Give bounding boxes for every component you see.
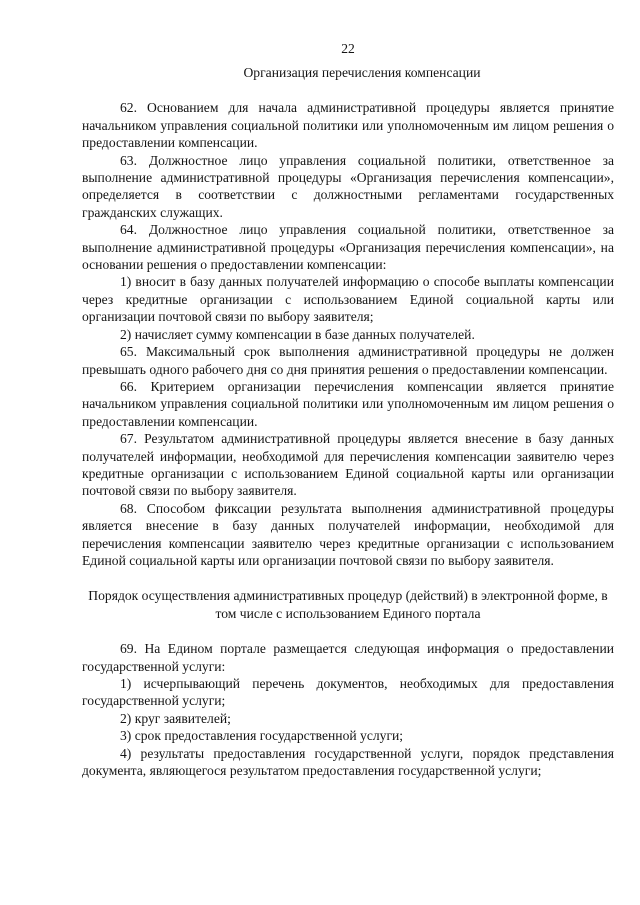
paragraph-65: 65. Максимальный срок выполнения административной процедуры не должен превышать одного рабочего дня со дня принятия решения о предоставлении компенсации.: [82, 344, 614, 377]
paragraph-69: 69. На Едином портале размещается следующая информация о предоставлении государственной услуги:: [82, 641, 614, 674]
paragraph-63: 63. Должностное лицо управления социальной политики, ответственное за выполнение административной процедуры «Организация перечисления компенсации», определяется в соответствии с должностными регламентами государственных гражданских служащих.: [82, 152, 614, 220]
document-body: [82, 64, 614, 779]
paragraph-69-item-3: 3) срок предоставления государственной услуги;: [120, 728, 404, 744]
paragraph-64: 64. Должностное лицо управления социальной политики, ответственное за выполнение административной процедуры «Организация перечисления компенсации», на основании решения о предоставлении компенсации:: [82, 222, 614, 273]
paragraph-69-item-2: 2) круг заявителей;: [120, 710, 231, 726]
paragraph-69-item-4: 4) результаты предоставления государственной услуги, порядок представления документа, являющегося результатом предоставления государственной услуги;: [82, 745, 614, 779]
section-heading-electronic-procedures: Порядок осуществления административных процедур (действий) в электронной форме, в том числе с использованием Единого портала: [88, 588, 608, 621]
paragraph-62: 62. Основанием для начала административной процедуры является принятие начальником управления социальной политики или уполномоченным им лицом решения о предоставлении компенсации.: [82, 100, 614, 151]
section-heading-compensation-transfer: Организация перечисления компенсации: [243, 65, 481, 80]
paragraph-64-item-1: 1) вносит в базу данных получателей информацию о способе выплаты компенсации через кредитные организации с использованием Единой социальной карты или организации почтовой связи по выбору заявителя;: [82, 274, 614, 325]
page-number: 22: [341, 41, 355, 56]
paragraph-67: 67. Результатом административной процедуры является внесение в базу данных получателей информации, необходимой для перечисления компенсации заявителю через кредитные организации с использованием Единой социальной карты или организации почтовой связи по выбору заявителя.: [82, 431, 614, 499]
paragraph-64-item-2: 2) начисляет сумму компенсации в базе данных получателей.: [120, 326, 475, 342]
paragraph-68: 68. Способом фиксации результата выполнения административной процедуры является внесение в базу данных получателей информации, необходимой для перечисления компенсации заявителю через кредитные организации с использованием Единой социальной карты или организации почтовой связи по выбору заявителя.: [82, 500, 614, 568]
paragraph-69-item-1: 1) исчерпывающий перечень документов, необходимых для предоставления государственной услуги;: [82, 676, 614, 709]
paragraph-66: 66. Критерием организации перечисления компенсации является принятие начальником управления социальной политики или уполномоченным им лицом решения о предоставлении компенсации.: [82, 378, 614, 429]
